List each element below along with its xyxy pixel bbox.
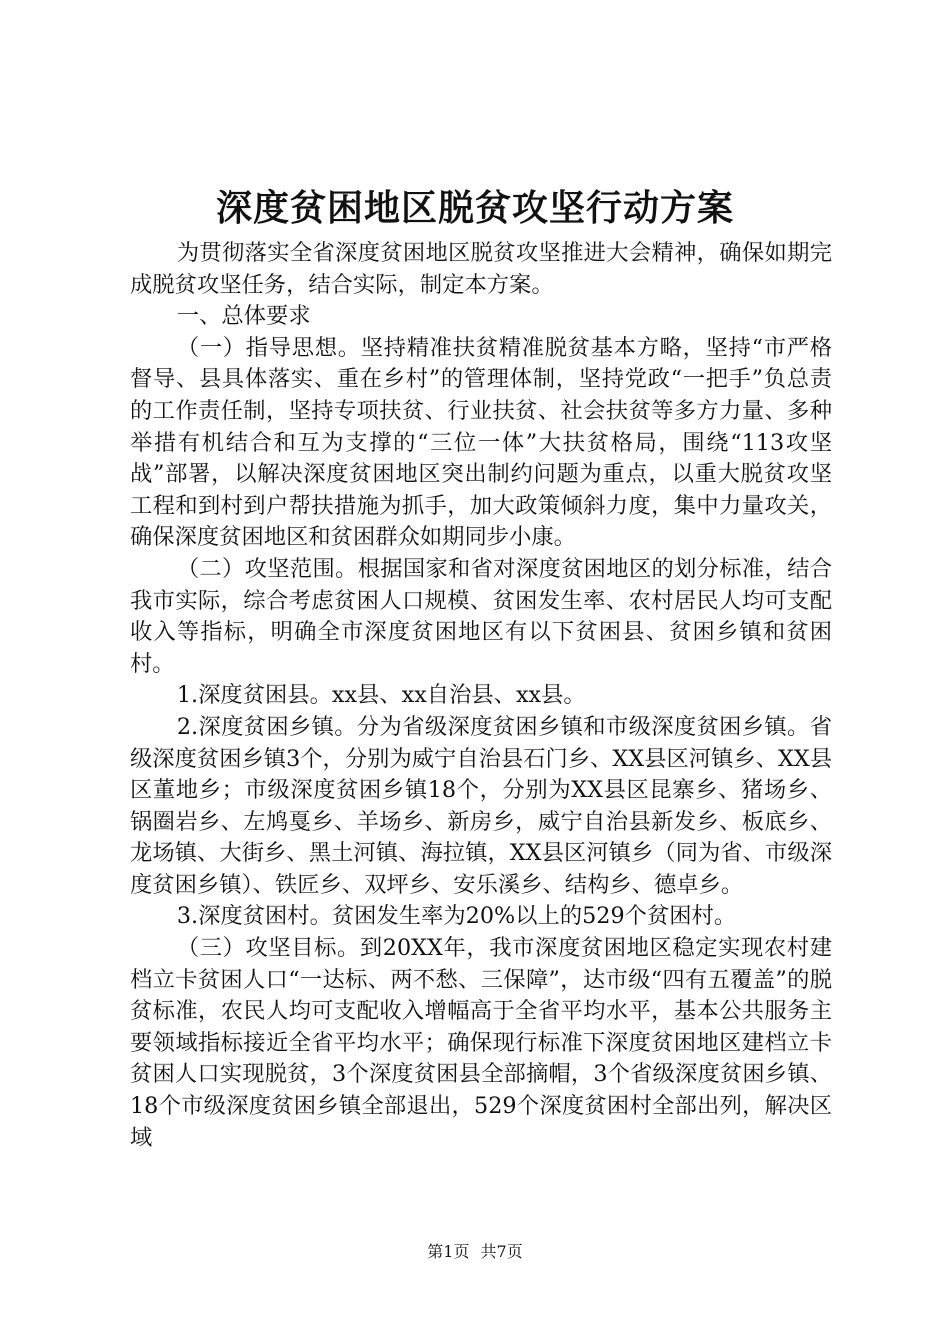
paragraph-guiding-ideology: （一）指导思想。坚持精准扶贫精准脱贫基本方略，坚持“市严格督导、县具体落实、重在乡村”的管理体制，坚持党政“一把手”负总责的工作责任制，坚持专项扶贫、行业扶贫、社会扶贫等多方力量、多种举措有机结合和互为支撑的“三位一体”大扶贫格局，围绕“113攻坚战”部署，以解决深度贫困地区突出制约问题为重点，以重大脱贫攻坚工程和到村到户帮扶措施为抓手，加大政策倾斜力度，集中力量攻关，确保深度贫困地区和贫困群众如期同步小康。 xyxy=(130,334,832,551)
page-footer xyxy=(0,1242,950,1262)
paragraph-intro: 为贯彻落实全省深度贫困地区脱贫攻坚推进大会精神，确保如期完成脱贫攻坚任务，结合实际，制定本方案。 xyxy=(130,240,832,298)
paragraph-poor-villages: 3.深度贫困村。贫困发生率为20%以上的529个贫困村。 xyxy=(176,903,737,930)
paragraph-goals: （三）攻坚目标。到20XX年，我市深度贫困地区稳定实现农村建档立卡贫困人口“一达标、两不愁、三保障”，达市级“四有五覆盖”的脱贫标准，农民人均可支配收入增幅高于全省平均水平，基本公共服务主要领域指标接近全省平均水平；确保现行标准下深度贫困地区建档立卡贫困人口实现脱贫，3个深度贫困县全部摘帽，3个省级深度贫困乡镇、18个市级深度贫困乡镇全部退出，529个深度贫困村全部出列，解决区域 xyxy=(130,935,832,1151)
page-number: 第1页 xyxy=(427,1242,470,1261)
paragraph-poor-townships: 2.深度贫困乡镇。分为省级深度贫困乡镇和市级深度贫困乡镇。省级深度贫困乡镇3个，分别为威宁自治县石门乡、XX县区河镇乡、XX县区董地乡；市级深度贫困乡镇18个，分别为XX县区昆寨乡、猪场乡、锅圈岩乡、左鸠戛乡、羊场乡、新房乡，威宁自治县新发乡、板底乡、龙场镇、大街乡、黑土河镇、海拉镇，XX县区河镇乡（同为省、市级深度贫困乡镇）、铁匠乡、双坪乡、安乐溪乡、结构乡、德卓乡。 xyxy=(130,713,832,898)
document-body xyxy=(130,238,832,1154)
paragraph-poor-counties: 1.深度贫困县。xx县、xx自治县、xx县。 xyxy=(176,682,586,709)
section-heading-general: 一、总体要求 xyxy=(176,303,311,330)
page-total: 共7页 xyxy=(480,1242,523,1261)
paragraph-scope: （二）攻坚范围。根据国家和省对深度贫困地区的划分标准，结合我市实际，综合考虑贫困人口规模、贫困发生率、农村居民人均可支配收入等指标，明确全市深度贫困地区有以下贫困县、贫困乡镇和贫困村。 xyxy=(130,555,832,677)
document-title: 深度贫困地区脱贫攻坚行动方案 xyxy=(215,188,734,229)
